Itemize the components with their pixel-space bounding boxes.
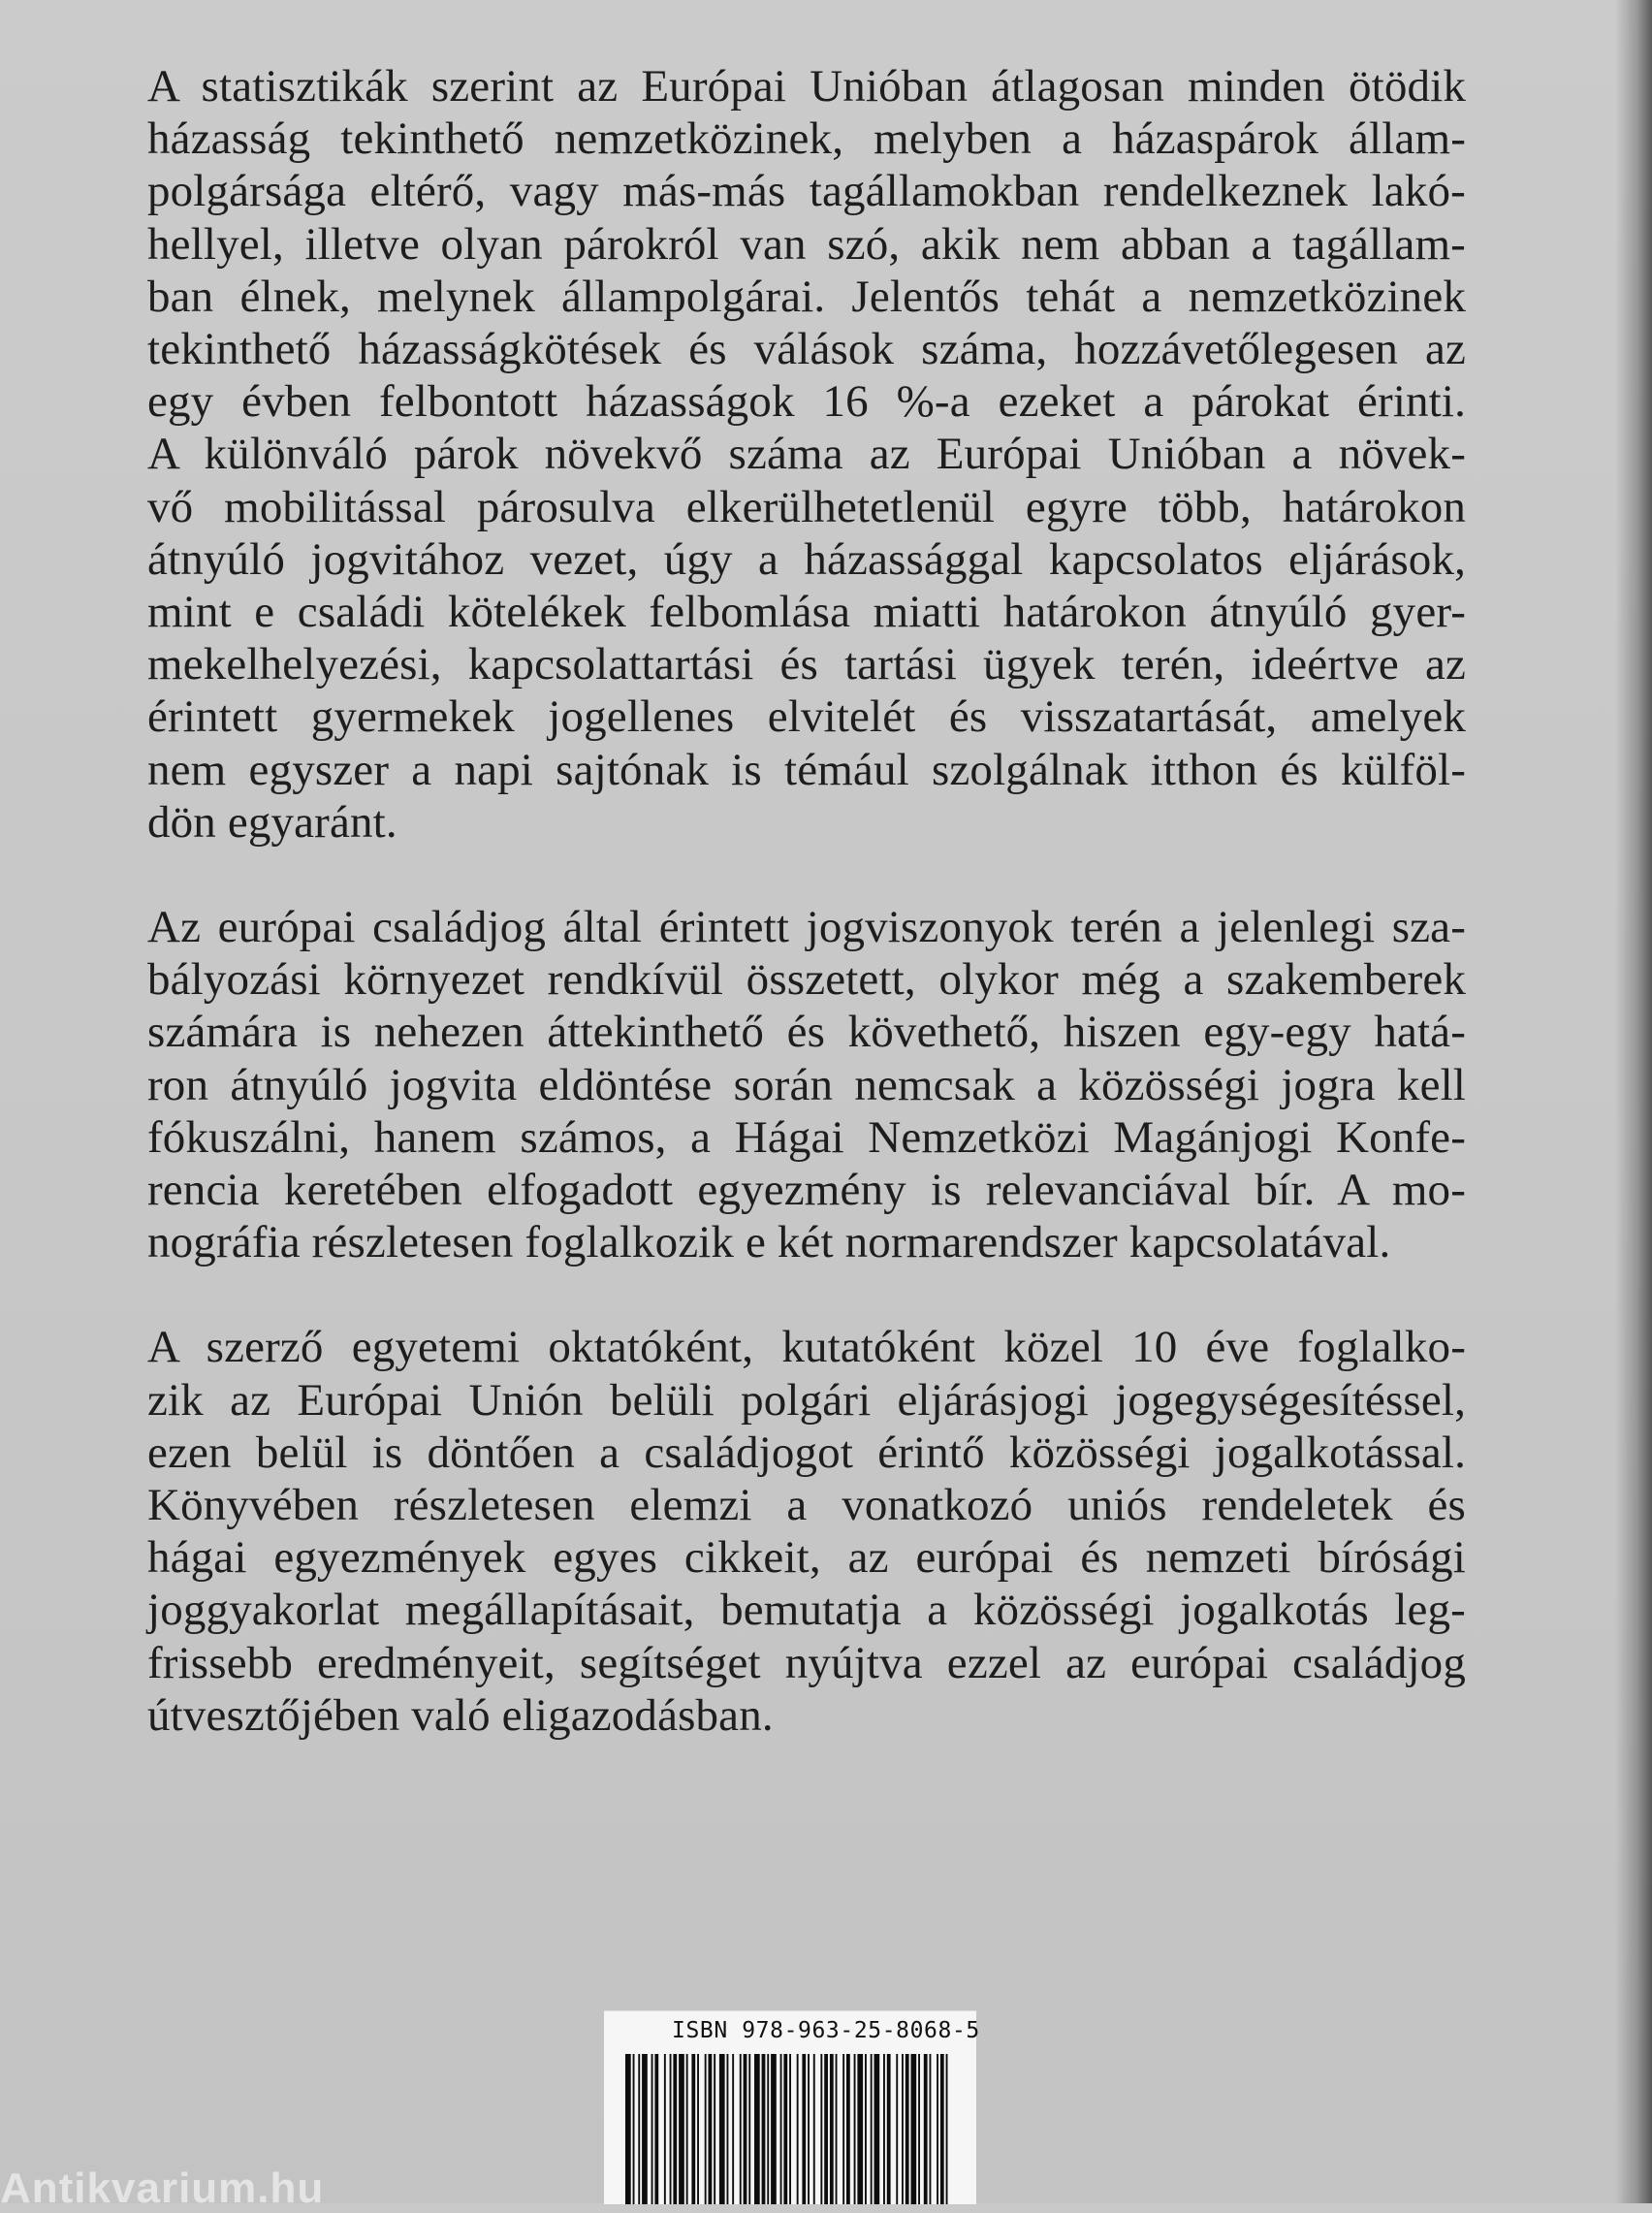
barcode-bar <box>744 2054 747 2204</box>
text-line: A szerző egyetemi oktatóként, kutatóként közel 10 éve foglalko- <box>147 1322 1466 1373</box>
barcode-bar <box>771 2054 777 2204</box>
text-line: dön egyaránt. <box>147 796 397 848</box>
barcode-bar <box>874 2054 880 2204</box>
barcode-bar <box>946 2054 948 2204</box>
text-line: számára is nehezen áttekinthető és követhető, hiszen egy-egy hatá- <box>147 1007 1466 1058</box>
barcode-bar <box>824 2054 828 2204</box>
barcode-bar <box>896 2054 898 2204</box>
text-line: polgársága eltérő, vagy más-más tagállamokban rendelkeznek lakó- <box>147 166 1466 217</box>
text-line: rencia keretében elfogadott egyezmény is relevanciával bír. A mo- <box>147 1165 1466 1216</box>
barcode-bar <box>686 2054 688 2204</box>
barcode-bar <box>638 2054 640 2204</box>
text-line: frissebb eredményeit, segítséget nyújtva ezzel az európai családjog <box>147 1637 1466 1688</box>
barcode-bar <box>691 2054 695 2204</box>
barcode-bar <box>854 2054 856 2204</box>
barcode-bar <box>719 2054 725 2204</box>
barcode-bar <box>732 2054 734 2204</box>
barcode-bar <box>670 2054 672 2204</box>
text-line: vő mobilitással párosulva elkerülhetetlenül egyre több, határokon <box>147 481 1466 532</box>
barcode-bar <box>842 2054 844 2204</box>
barcode-bar <box>836 2054 838 2204</box>
barcode-bar <box>740 2054 742 2204</box>
barcode-bar <box>642 2054 648 2204</box>
barcode-bar <box>797 2054 799 2204</box>
text-line: házasság tekinthető nemzetközinek, melyben a házaspárok állam- <box>147 113 1466 165</box>
cover-right-edge-shadow <box>1615 0 1652 2203</box>
barcode-bar <box>937 2054 938 2204</box>
paragraph-gap <box>147 849 1466 901</box>
text-line: Könyvében részletesen elemzi a vonatkozó uniós rendeletek és <box>147 1480 1466 1531</box>
barcode-bar <box>902 2054 904 2204</box>
text-line: Az európai családjog által érintett jogviszonyok terén a jelenlegi sza- <box>147 902 1466 953</box>
text-line: A statisztikák szerint az Európai Unióban átlagosan minden ötödik <box>147 61 1466 112</box>
paragraph-3 <box>147 1321 1466 1742</box>
isbn-number: ISBN 978-963-25-8068-5 <box>672 2018 980 2043</box>
text-line: zik az Európai Unión belüli polgári eljárásjogi jogegységesítéssel, <box>147 1374 1466 1426</box>
text-line: ezen belül is döntően a családjogot érintő közösségi jogalkotással. <box>147 1427 1466 1478</box>
text-line: hágai egyezmények egyes cikkeit, az európai és nemzeti bírósági <box>147 1532 1466 1584</box>
text-line: egy évben felbontott házasságok 16 %-a ezeket a párokat érinti. <box>147 376 1466 428</box>
barcode-bar <box>727 2054 729 2204</box>
text-line: nográfia részletesen foglalkozik e két normarendszer kapcsolatával. <box>147 1217 1391 1268</box>
barcode-bar <box>783 2054 787 2204</box>
text-line: mekelhelyezési, kapcsolattartási és tartási ügyek terén, ideértve az <box>147 639 1466 690</box>
barcode-bar <box>924 2054 928 2204</box>
paragraph-2 <box>147 901 1466 1268</box>
barcode-bar <box>940 2054 944 2204</box>
barcode-bar <box>830 2054 834 2204</box>
barcode-bar <box>789 2054 791 2204</box>
text-line: átnyúló jogvitához vezet, úgy a házassággal kapcsolatos eljárások, <box>147 533 1466 585</box>
barcode-bar <box>820 2054 822 2204</box>
barcode-bar <box>871 2054 873 2204</box>
barcode-bar <box>679 2054 684 2204</box>
barcode-bar <box>883 2054 885 2204</box>
barcode-bar <box>930 2054 932 2204</box>
barcode-bar <box>673 2054 677 2204</box>
barcode-bar <box>865 2054 867 2204</box>
barcode-label <box>604 2010 980 2204</box>
barcode-bar <box>709 2054 713 2204</box>
paragraph-1 <box>147 60 1466 849</box>
watermark-text: Antikvarium.hu <box>0 2165 325 2212</box>
barcode-bar <box>905 2054 909 2204</box>
text-line: ban élnek, melynek állampolgárai. Jelentős tehát a nemzetközinek <box>147 271 1466 322</box>
paragraph-gap <box>147 1268 1466 1321</box>
barcode-bar <box>887 2054 891 2204</box>
barcode-bar <box>780 2054 782 2204</box>
barcode-bar <box>918 2054 920 2204</box>
text-line: ron átnyúló jogvita eldöntése során nemcsak a közösségi jogra kell <box>147 1059 1466 1110</box>
barcode-bar <box>714 2054 715 2204</box>
barcode-bar <box>808 2054 810 2204</box>
text-line: útvesztőjében való eligazodásban. <box>147 1689 774 1741</box>
barcode-bar <box>664 2054 666 2204</box>
barcode-bar <box>802 2054 806 2204</box>
barcode-bar <box>813 2054 815 2204</box>
barcode-bar <box>654 2054 658 2204</box>
text-line: joggyakorlat megállapításait, bemutatja a közösségi jogalkotás leg- <box>147 1585 1466 1636</box>
text-line: nem egyszer a napi sajtónak is témául szolgálnak itthon és külföl- <box>147 744 1466 795</box>
barcode-bar <box>911 2054 917 2204</box>
barcode-image <box>623 2054 953 2204</box>
barcode-bar <box>846 2054 850 2204</box>
barcode-bar <box>633 2054 635 2204</box>
barcode-bar <box>748 2054 750 2204</box>
barcode-bar <box>651 2054 653 2204</box>
text-line: érintett gyermekek jogellenes elvitelét és visszatartását, amelyek <box>147 691 1466 743</box>
text-line: tekinthető házasságkötések és válások száma, hozzávetőlegesen az <box>147 324 1466 375</box>
text-line: fókuszálni, hanem számos, a Hágai Nemzetközi Magánjogi Konfe- <box>147 1111 1466 1163</box>
barcode-bar <box>762 2054 766 2204</box>
text-line: mint e családi kötelékek felbomlása miatti határokon átnyúló gyer- <box>147 587 1466 638</box>
text-line: A különváló párok növekvő száma az Európai Unióban a növek- <box>147 429 1466 480</box>
text-line: hellyel, illetve olyan párokról van szó, akik nem abban a tagállam- <box>147 218 1466 270</box>
barcode-bar <box>697 2054 699 2204</box>
blurb-text <box>147 60 1466 1742</box>
barcode-bar <box>857 2054 863 2204</box>
text-line: bályozási környezet rendkívül összetett, olykor még a szakemberek <box>147 954 1466 1006</box>
barcode-bar <box>754 2054 760 2204</box>
barcode-bar <box>625 2054 631 2204</box>
barcode-bar <box>705 2054 707 2204</box>
barcode-bar <box>767 2054 769 2204</box>
